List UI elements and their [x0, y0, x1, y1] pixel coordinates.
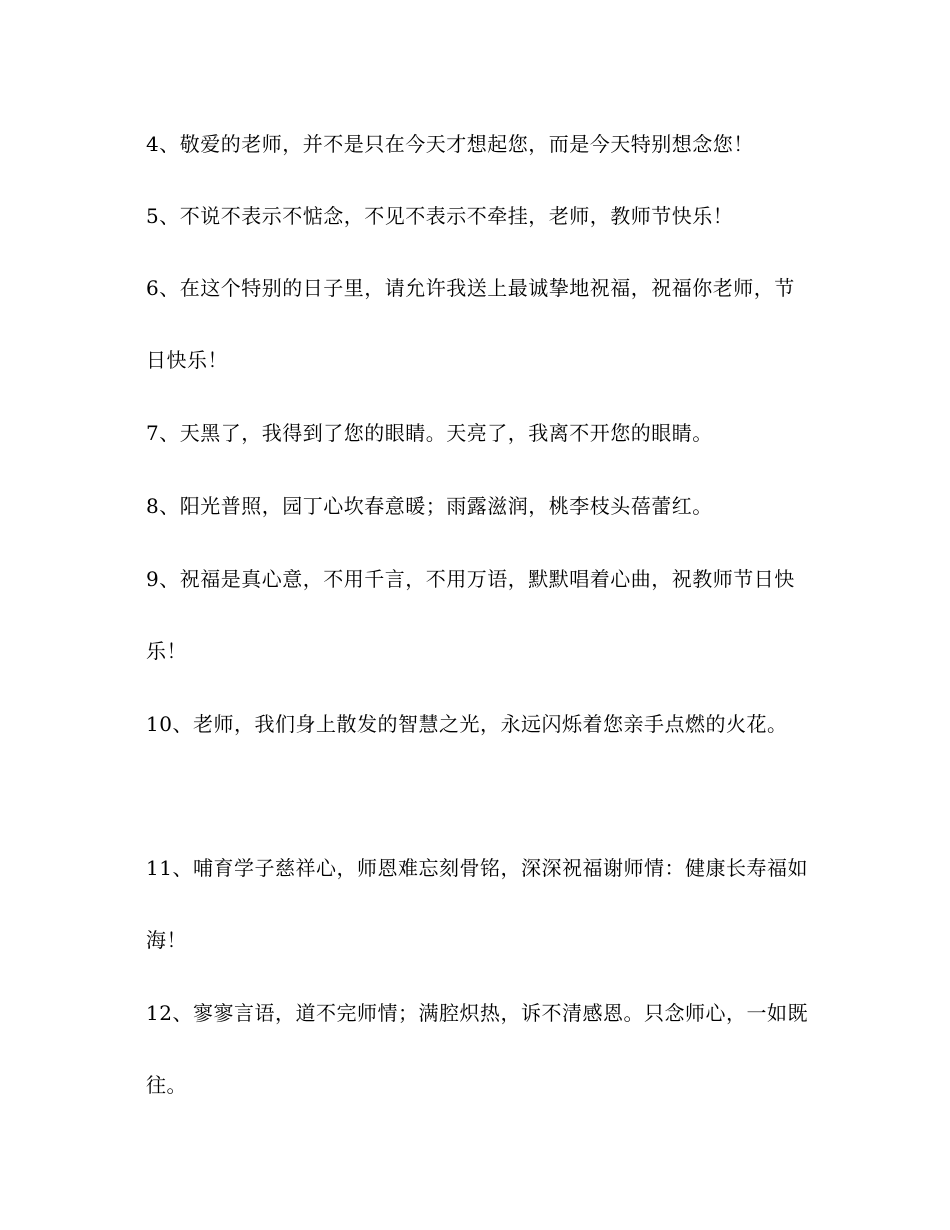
list-item: 4、敬爱的老师，并不是只在今天才想起您，而是今天特别想念您！: [146, 132, 754, 156]
list-item: 10、老师，我们身上散发的智慧之光，永远闪烁着您亲手点燃的火花。: [146, 712, 788, 736]
list-item: 8、阳光普照，园丁心坎春意暖；雨露滋润，桃李枝头蓓蕾红。: [146, 494, 713, 518]
list-item: 9、祝福是真心意，不用千言，不用万语，默默唱着心曲，祝教师节日快乐！: [146, 567, 795, 663]
list-item: 12、寥寥言语，道不完师情；满腔炽热，诉不清感恩。只念师心，一如既往。: [146, 1001, 808, 1097]
list-item: 5、不说不表示不惦念，不见不表示不牵挂，老师，教师节快乐！: [146, 204, 734, 228]
list-item: 7、天黑了，我得到了您的眼睛。天亮了，我离不开您的眼睛。: [146, 421, 713, 445]
list-item: 11、哺育学子慈祥心，师恩难忘刻骨铭，深深祝福谢师情：健康长寿福如海！: [146, 856, 808, 952]
list-item: 6、在这个特别的日子里，请允许我送上最诚挚地祝福，祝福你老师，节日快乐！: [146, 276, 795, 372]
